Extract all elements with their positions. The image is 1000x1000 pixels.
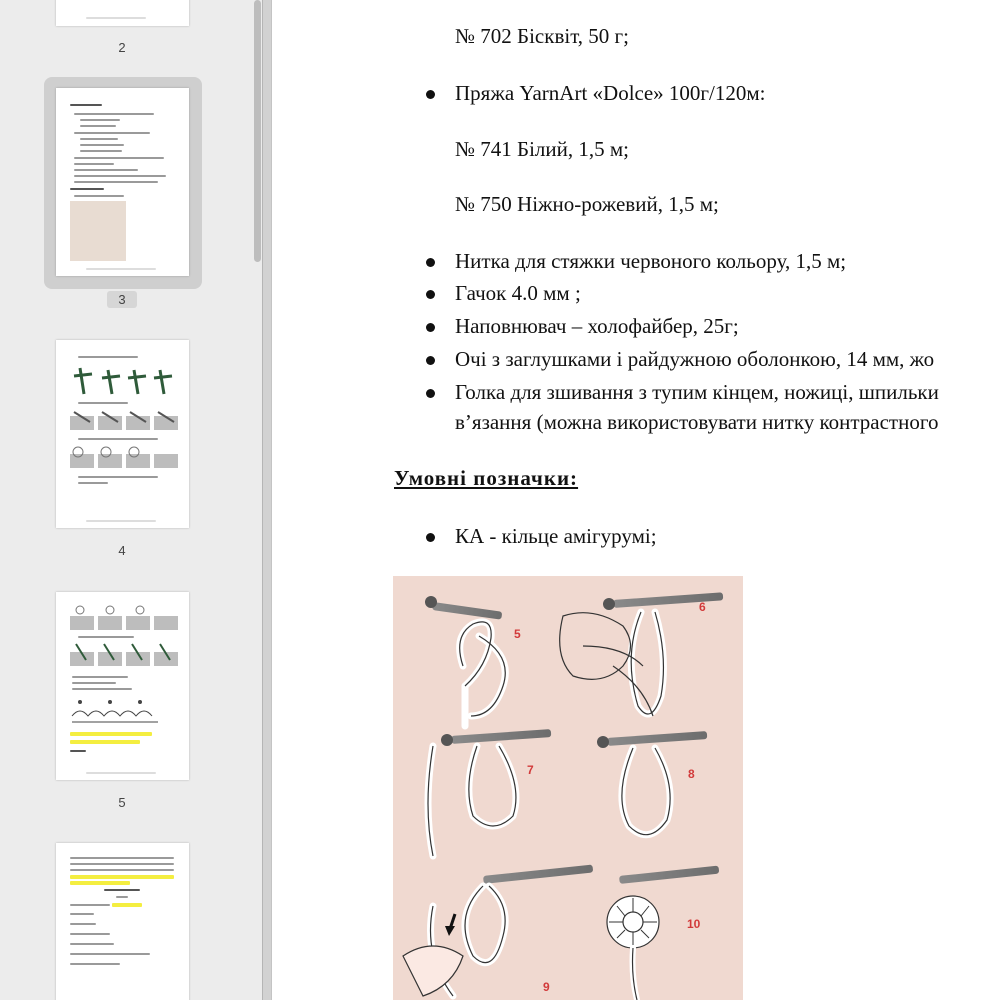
page-thumbnail-4[interactable] — [56, 340, 189, 528]
material-line: № 702 Бісквіт, 50 г; — [455, 24, 629, 48]
thumbnail-text-line — [80, 125, 116, 127]
thumbnail-text-line — [80, 144, 124, 146]
thumbnail-text-line — [72, 682, 116, 684]
crochet-steps-drawing — [393, 576, 743, 1000]
material-line: № 741 Білий, 1,5 м; — [455, 137, 630, 161]
thumbnail-text-line — [74, 175, 166, 177]
magic-ring-illustration — [393, 576, 743, 1000]
thumbnail-text-line — [74, 132, 150, 134]
thumbnail-text-line — [70, 933, 110, 935]
step-number-9: 9 — [543, 980, 550, 994]
thumbnail-highlight-line — [70, 732, 152, 736]
bullet — [426, 323, 435, 332]
page-thumbnail-2[interactable] — [56, 0, 189, 26]
material-line: Голка для зшивання з тупим кінцем, ножиці, шпильки — [455, 380, 939, 404]
thumbnail-footer-line — [86, 17, 146, 19]
thumbnail-text-line — [70, 963, 120, 965]
legend-item: КА - кільце амігурумі; — [455, 524, 657, 548]
thumbnail-stitch-illustration — [70, 408, 180, 432]
section-heading: Умовні позначки: — [394, 466, 579, 490]
thumbnail-text-line — [78, 482, 108, 484]
thumbnail-stitch-illustration — [70, 444, 180, 470]
step-number-10: 10 — [687, 917, 701, 931]
thumbnail-text-line — [70, 857, 174, 859]
page-number-3: 3 — [107, 291, 137, 308]
page-number-2: 2 — [118, 40, 126, 55]
thumbnail-footer-line — [86, 268, 156, 270]
sidebar-divider[interactable] — [262, 0, 272, 1000]
material-line: Наповнювач – холофайбер, 25г; — [455, 314, 739, 338]
thumbnail-text-line — [78, 476, 158, 478]
sidebar-scrollbar[interactable] — [254, 0, 261, 262]
step-9-drawing — [403, 865, 593, 996]
material-line: № 750 Ніжно-рожевий, 1,5 м; — [455, 192, 719, 216]
thumbnail-text-line — [74, 181, 158, 183]
material-line: Пряжа YarnArt «Dolce» 100г/120м: — [455, 81, 766, 105]
thumbnail-footer-line — [86, 772, 156, 774]
thumbnail-sidebar — [0, 0, 262, 1000]
thumbnail-text-line — [70, 104, 102, 106]
material-line: Нитка для стяжки червоного кольору, 1,5 м; — [455, 249, 847, 273]
thumbnail-text-line — [70, 863, 174, 865]
page-thumbnail-5[interactable] — [56, 592, 189, 780]
step-5-drawing — [425, 596, 505, 726]
bullet — [426, 258, 435, 267]
material-line: Гачок 4.0 мм ; — [455, 281, 581, 305]
thumbnail-text-line — [78, 356, 138, 358]
thumbnail-text-line — [70, 869, 174, 871]
page-number-5: 5 — [118, 795, 126, 810]
thumbnail-text-line — [70, 904, 110, 906]
thumbnail-text-line — [72, 676, 128, 678]
bullet — [426, 290, 435, 299]
page-thumbnail-3[interactable] — [56, 88, 189, 276]
thumbnail-text-line — [70, 953, 150, 955]
thumbnail-text-line — [70, 943, 114, 945]
thumbnail-text-line — [74, 113, 154, 115]
thumbnail-text-line — [74, 157, 164, 159]
thumbnail-stitch-illustration — [70, 602, 180, 632]
thumbnail-text-line — [74, 163, 114, 165]
step-10-drawing — [607, 866, 719, 1000]
document-view[interactable] — [272, 0, 1000, 1000]
page-thumbnail-6[interactable] — [56, 843, 189, 1000]
thumbnail-text-line — [80, 150, 122, 152]
thumbnail-text-line — [70, 913, 94, 915]
thumbnail-text-line — [74, 169, 138, 171]
thumbnail-text-line — [74, 195, 124, 197]
thumbnail-highlight-line — [70, 875, 174, 879]
thumbnail-text-line — [78, 636, 134, 638]
thumbnail-text-line — [78, 402, 128, 404]
thumbnail-footer-line — [86, 520, 156, 522]
thumbnail-highlight-line — [70, 881, 130, 885]
thumbnail-text-line — [70, 188, 104, 190]
bullet — [426, 389, 435, 398]
step-7-drawing — [428, 729, 551, 856]
thumbnail-text-line — [80, 138, 118, 140]
step-number-7: 7 — [527, 763, 534, 777]
page-number-4: 4 — [118, 543, 126, 558]
thumbnail-text-line — [70, 750, 86, 752]
bullet — [426, 533, 435, 542]
thumbnail-text-line — [80, 119, 120, 121]
thumbnail-highlight-line — [112, 903, 142, 907]
material-line: в’язання (можна використовувати нитку контрастного — [455, 410, 939, 434]
bullet — [426, 356, 435, 365]
step-number-5: 5 — [514, 627, 521, 641]
thumbnail-chart-illustration — [70, 696, 160, 726]
step-number-8: 8 — [688, 767, 695, 781]
material-line: Очі з заглушками і райдужною оболонкою, 14 мм, жо — [455, 347, 935, 371]
step-8-drawing — [597, 731, 707, 835]
thumbnail-text-line — [116, 896, 128, 898]
step-number-6: 6 — [699, 600, 706, 614]
bullet — [426, 90, 435, 99]
thumbnail-text-line — [70, 923, 96, 925]
thumbnail-stitch-illustration — [70, 642, 180, 668]
thumbnail-highlight-line — [70, 740, 140, 744]
thumbnail-text-line — [78, 438, 158, 440]
thumbnail-image — [70, 201, 126, 261]
thumbnail-text-line — [104, 889, 140, 891]
thumbnail-hook-illustration — [70, 362, 180, 398]
thumbnail-text-line — [72, 688, 132, 690]
